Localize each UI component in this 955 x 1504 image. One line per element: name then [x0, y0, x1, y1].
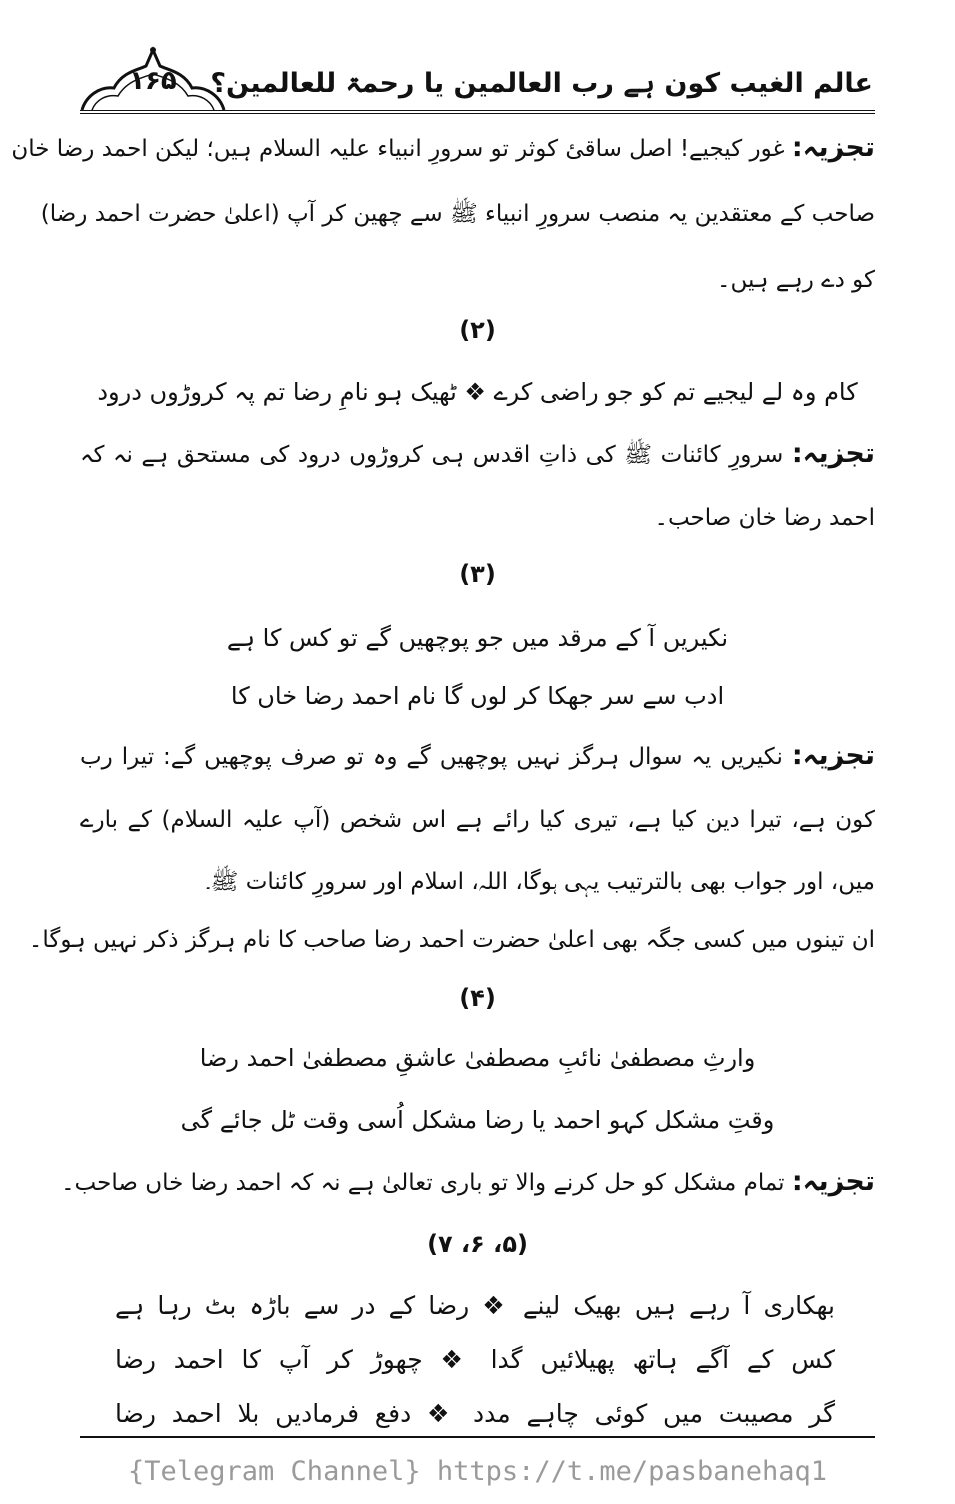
analysis-label: تجزیہ:	[791, 438, 875, 469]
poem-line-3: گر مصیبت میں کوئی چاہے مدد ❖ دفع فرمادیں بلا احمد رضا	[115, 1399, 835, 1428]
text-span: تمام مشکل کو حل کرنے والا تو باری تعالیٰ ہے نہ کہ احمد رضا خاں صاحب۔	[61, 1170, 785, 1196]
paragraph-1-line-1	[11, 130, 875, 167]
paragraph-3-line-2: کون ہے، تیرا دین کیا ہے، تیری کیا رائے ہے اس شخص (آپ علیہ السلام) کے بارے	[80, 807, 875, 833]
header-divider	[80, 110, 875, 114]
page-number: ۱۶۵	[129, 66, 177, 96]
telegram-watermark: {Telegram Channel} https://t.me/pasbanehaq1	[128, 1456, 827, 1487]
section-number-5-7: (۵، ۶، ۷)	[427, 1230, 528, 1258]
poem-line-2: کس کے آگے ہاتھ پھیلائیں گدا ❖ چھوڑ کر آپ کا احمد رضا	[115, 1345, 835, 1374]
text-span: نکیریں یہ سوال ہرگز نہیں پوچھیں گے وہ تو صرف پوچھیں گے: تیرا رب	[80, 744, 783, 770]
verse-4-line-1: وارثِ مصطفیٰ نائبِ مصطفیٰ عاشقِ مصطفیٰ احمد رضا	[199, 1044, 756, 1072]
poem-line-1: بھکاری آ رہے ہیں بھیک لینے ❖ رضا کے در سے باڑہ بٹ رہا ہے	[115, 1291, 835, 1320]
verse-4-line-2: وقتِ مشکل کہو احمد یا رضا مشکل اُسی وقت ٹل جائے گی	[180, 1106, 775, 1134]
paragraph-2-line-2: احمد رضا خان صاحب۔	[654, 505, 875, 531]
text-span: سرورِ کائنات ﷺ کی ذاتِ اقدس ہی کروڑوں درود کی مستحق ہے نہ کہ	[80, 442, 784, 468]
footer-divider	[80, 1436, 875, 1438]
analysis-label: تجزیہ:	[791, 132, 875, 163]
paragraph-1-line-3: کو دے رہے ہیں۔	[717, 267, 875, 293]
paragraph-2-line-1	[80, 436, 875, 473]
paragraph-1-line-2: صاحب کے معتقدین یہ منصب سرورِ انبیاء ﷺ سے چھین کر آپ (اعلیٰ حضرت احمد رضا)	[40, 201, 875, 227]
paragraph-3-line-1	[80, 738, 875, 775]
analysis-label: تجزیہ:	[791, 1166, 875, 1197]
paragraph-3-line-3: میں، اور جواب بھی بالترتیب یہی ہوگا، اللہ، اسلام اور سرورِ کائنات ﷺ۔	[205, 869, 875, 895]
verse-3-line-1: نکیریں آ کے مرقد میں جو پوچھیں گے تو کس کا ہے	[226, 624, 729, 652]
running-header-title: عالم الغیب کون ہے رب العالمین یا رحمۃ للعالمین؟	[210, 68, 873, 99]
paragraph-4	[61, 1164, 875, 1201]
text-span: غور کیجیے! اصل ساقیٔ کوثر تو سرورِ انبیاء علیہ السلام ہیں؛ لیکن احمد رضا خان	[11, 136, 785, 162]
page-number-badge	[78, 44, 228, 114]
section-number-4: (۴)	[459, 984, 496, 1012]
verse-3-line-2: ادب سے سر جھکا کر لوں گا نام احمد رضا خاں کا	[230, 682, 725, 710]
section-number-3: (۳)	[459, 560, 496, 588]
verse-2: کام وہ لے لیجیے تم کو جو راضی کرے ❖ ٹھیک ہو نامِ رضا تم پہ کروڑوں درود	[97, 378, 858, 406]
analysis-label: تجزیہ:	[791, 740, 875, 771]
paragraph-3-line-4: ان تینوں میں کسی جگہ بھی اعلیٰ حضرت احمد رضا صاحب کا نام ہرگز ذکر نہیں ہوگا۔	[28, 927, 875, 953]
section-number-2: (۲)	[459, 316, 496, 344]
